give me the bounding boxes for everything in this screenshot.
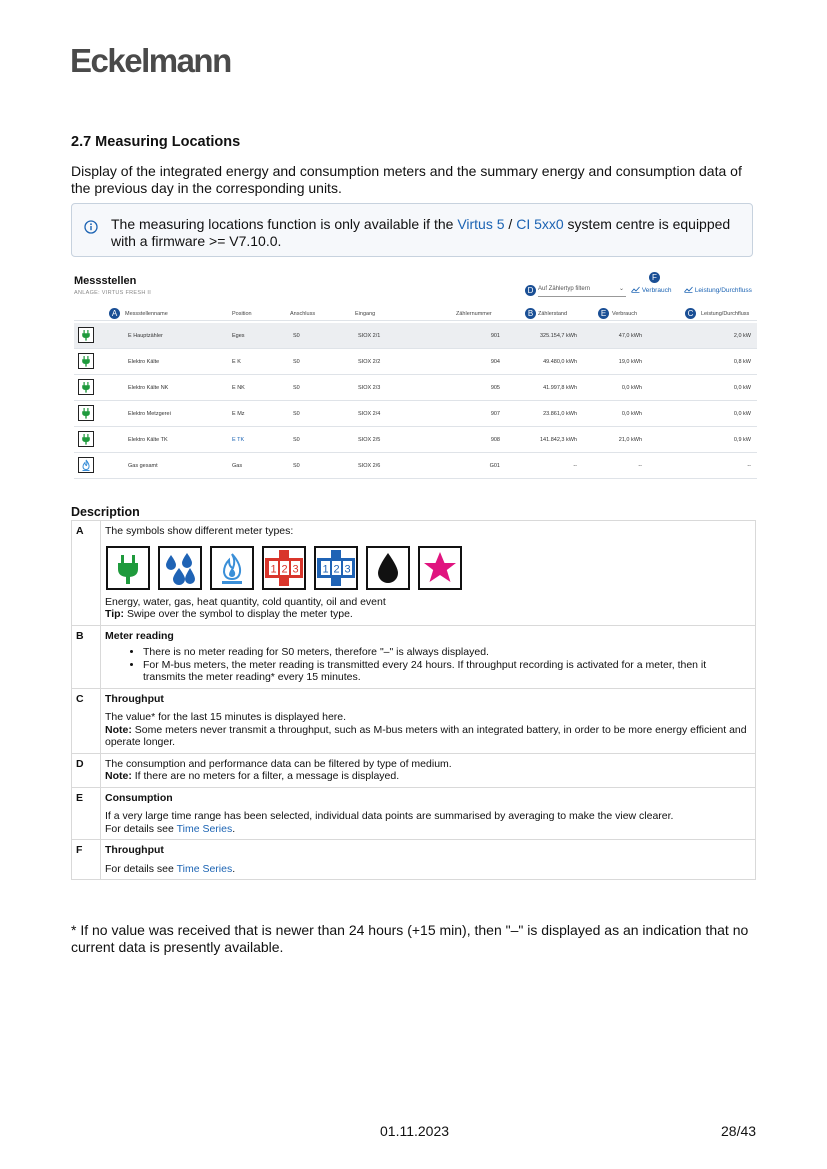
ci-5xx0-link[interactable]: CI 5xx0 — [516, 216, 564, 232]
cell-connection: S0 — [293, 463, 300, 469]
cell-connection: S0 — [293, 437, 300, 443]
cell-number: 908 — [490, 437, 500, 443]
row-key: F — [72, 840, 101, 880]
cell-number: 901 — [490, 333, 500, 339]
cell-name: Elektro Kälte — [128, 359, 160, 365]
cell-number: G01 — [489, 463, 500, 469]
cell-reading: -- — [573, 463, 577, 469]
svg-text:3: 3 — [344, 563, 351, 575]
event-star-icon[interactable] — [418, 546, 462, 590]
cell-number: 905 — [490, 385, 500, 391]
oil-drop-icon[interactable] — [366, 546, 410, 590]
cell-consumption: 47,0 kWh — [618, 333, 642, 339]
section-intro: Display of the integrated energy and consumption meters and the summary energy and consumption data of the previous day in the corresponding units. — [71, 163, 742, 196]
col-header-consumption[interactable]: Verbrauch — [612, 311, 638, 317]
page-number: 28/43 — [721, 1123, 757, 1139]
note-text: The measuring locations function is only available if the Virtus 5 / CI 5xx0 system centre is equipped with a firmware >= V7.10.0. — [111, 216, 731, 249]
row-content — [101, 521, 756, 626]
table-row — [72, 753, 756, 787]
table-row — [72, 840, 756, 880]
cell-connection: S0 — [293, 359, 300, 365]
list-item: • There is no meter reading for S0 meters, therefore "–" is always displayed. — [143, 646, 751, 659]
screenshot-title: Messstellen — [74, 275, 137, 287]
cell-input: SIOX 2/3 — [358, 385, 381, 391]
row-note: Note: If there are no meters for a filter, a message is displayed. — [105, 770, 400, 782]
cell-name: E Hauptzähler — [128, 333, 163, 339]
plug-icon — [78, 405, 94, 421]
cell-connection: S0 — [293, 411, 300, 417]
cell-reading: 141.842,3 kWh — [540, 437, 577, 443]
row-details: For details see Time Series. — [105, 822, 236, 835]
gas-flame-icon — [78, 457, 94, 473]
row-content — [101, 625, 756, 688]
cell-reading: 49.480,0 kWh — [543, 359, 577, 365]
cell-performance: 0,9 kW — [733, 437, 751, 443]
cell-name: Elektro Metzgerei — [128, 411, 171, 417]
meter-types-text: Energy, water, gas, heat quantity, cold quantity, oil and event — [105, 595, 386, 608]
marker-e: E — [598, 308, 609, 319]
footnote: * If no value was received that is newer than 24 hours (+15 min), then "–" is displayed as an indication that no current data is presently available. — [71, 922, 749, 955]
info-icon — [84, 220, 98, 234]
row-text: The consumption and performance data can be filtered by type of medium. — [105, 757, 452, 770]
cell-name: Elektro Kälte NK — [128, 385, 169, 391]
symbols-intro: The symbols show different meter types: — [105, 525, 294, 537]
table-row[interactable] — [74, 349, 757, 375]
marker-c: C — [685, 308, 696, 319]
cell-consumption: 21,0 kWh — [618, 437, 642, 443]
chart-icon — [631, 286, 640, 293]
cell-consumption: 19,0 kWh — [618, 359, 642, 365]
cell-position: Eges — [232, 333, 245, 339]
svg-text:1: 1 — [322, 563, 329, 575]
cell-position: E TK — [232, 437, 245, 443]
cell-position: E Mz — [232, 411, 245, 417]
row-details: For details see Time Series. — [105, 862, 236, 875]
cell-performance: -- — [747, 463, 751, 469]
row-title: Consumption — [105, 791, 173, 804]
svg-text:1: 1 — [270, 563, 277, 575]
table-row — [72, 521, 756, 626]
cell-reading: 325.154,7 kWh — [540, 333, 577, 339]
col-header-number[interactable]: Zählernummer — [456, 311, 492, 317]
cell-connection: S0 — [293, 333, 300, 339]
col-header-input[interactable]: Eingang — [355, 311, 376, 317]
marker-d: D — [525, 285, 536, 296]
chevron-down-icon: ⌄ — [618, 286, 624, 292]
row-content — [101, 787, 756, 840]
meter-symbols — [106, 546, 751, 590]
cell-position: E K — [232, 359, 241, 365]
plug-icon — [78, 379, 94, 395]
row-text: If a very large time range has been selected, individual data points are summarised by averaging to make the view clearer. — [105, 810, 674, 822]
col-header-performance[interactable]: Leistung/Durchfluss — [701, 311, 750, 317]
cell-reading: 23.861,0 kWh — [543, 411, 577, 417]
col-header-reading[interactable]: Zählerstand — [538, 311, 568, 317]
cell-input: SIOX 2/1 — [358, 333, 381, 339]
table-row[interactable] — [74, 401, 757, 427]
cell-performance: 0,0 kW — [733, 385, 751, 391]
table-row[interactable] — [74, 453, 757, 479]
cell-performance: 0,0 kW — [733, 411, 751, 417]
cell-reading: 41.997,8 kWh — [543, 385, 577, 391]
bullet-list — [105, 646, 751, 684]
cell-position: E NK — [232, 385, 245, 391]
col-header-name[interactable]: Messstellenname — [125, 311, 168, 317]
table-row[interactable] — [74, 323, 757, 349]
marker-b: B — [525, 308, 536, 319]
cell-performance: 0,8 kW — [733, 359, 751, 365]
table-row — [72, 625, 756, 688]
cell-position: Gas — [232, 463, 243, 469]
screenshot-subtitle: ANLAGE: VIRTUS FRESH II — [74, 290, 152, 296]
row-key: E — [72, 787, 101, 840]
plug-icon — [78, 431, 94, 447]
cell-name: Elektro Kälte TK — [128, 437, 168, 443]
row-title: Throughput — [105, 692, 164, 705]
row-key: C — [72, 688, 101, 753]
section-heading: 2.7 Measuring Locations — [71, 134, 241, 150]
cell-input: SIOX 2/6 — [358, 463, 381, 469]
virtus-5-link[interactable]: Virtus 5 — [457, 216, 505, 232]
cell-input: SIOX 2/4 — [358, 411, 381, 417]
cell-performance: 2,0 kW — [733, 333, 751, 339]
tip-text: Tip: Swipe over the symbol to display the meter type. — [105, 608, 353, 620]
cell-connection: S0 — [293, 385, 300, 391]
consumption-link[interactable]: Verbrauch — [631, 286, 671, 294]
cold-meter-icon[interactable] — [314, 546, 358, 590]
marker-a: A — [109, 308, 120, 319]
plug-icon — [78, 327, 94, 343]
row-content — [101, 688, 756, 753]
row-key: D — [72, 753, 101, 787]
table-row — [72, 787, 756, 840]
time-series-link[interactable]: Time Series — [176, 822, 233, 835]
water-drops-icon[interactable] — [158, 546, 202, 590]
plug-icon — [78, 353, 94, 369]
row-content — [101, 753, 756, 787]
svg-text:2: 2 — [333, 563, 340, 575]
row-key: A — [72, 521, 101, 626]
cell-number: 907 — [490, 411, 500, 417]
cell-consumption: 0,0 kWh — [621, 411, 642, 417]
description-title: Description — [71, 505, 140, 519]
footer-date: 01.11.2023 — [380, 1123, 450, 1139]
row-note: Note: Some meters never transmit a throughput, such as M-bus meters with an integrated battery, in order to be more energy efficient and operate longer. — [105, 723, 747, 748]
performance-link[interactable]: Leistung/Durchfluss — [684, 286, 752, 294]
table-row[interactable] — [74, 375, 757, 401]
col-header-position[interactable]: Position — [232, 311, 252, 317]
chart-icon — [684, 286, 693, 293]
cell-consumption: 0,0 kWh — [621, 385, 642, 391]
cell-input: SIOX 2/2 — [358, 359, 381, 365]
gas-flame-icon[interactable] — [210, 546, 254, 590]
marker-f: F — [649, 272, 660, 283]
messstellen-screenshot — [71, 270, 759, 475]
row-text: The value* for the last 15 minutes is displayed here. — [105, 711, 347, 723]
cell-consumption: -- — [638, 463, 642, 469]
list-item: • For M-bus meters, the meter reading is transmitted every 24 hours. If throughput recording is activated for a meter, then it transmits the meter reading* every 15 minutes. — [143, 659, 751, 684]
table-divider — [74, 320, 757, 321]
time-series-link[interactable]: Time Series — [176, 862, 233, 875]
table-row[interactable] — [74, 427, 757, 453]
col-header-connection[interactable]: Anschluss — [290, 311, 316, 317]
cell-input: SIOX 2/5 — [358, 437, 381, 443]
filter-select[interactable]: Auf Zählertyp filtern ⌄ — [538, 283, 626, 297]
firmware-note — [71, 203, 753, 257]
row-title: Meter reading — [105, 629, 174, 642]
row-content — [101, 840, 756, 880]
plug-icon[interactable] — [106, 546, 150, 590]
heat-meter-icon[interactable] — [262, 546, 306, 590]
svg-text:2: 2 — [281, 563, 288, 575]
description-table — [71, 520, 756, 880]
row-divider — [74, 478, 757, 479]
row-key: B — [72, 625, 101, 688]
cell-number: 904 — [490, 359, 500, 365]
table-row — [72, 688, 756, 753]
cell-name: Gas gesamt — [128, 463, 158, 469]
eckelmann-logo: Eckelmann — [70, 42, 231, 79]
svg-text:3: 3 — [292, 563, 299, 575]
row-title: Throughput — [105, 844, 164, 856]
